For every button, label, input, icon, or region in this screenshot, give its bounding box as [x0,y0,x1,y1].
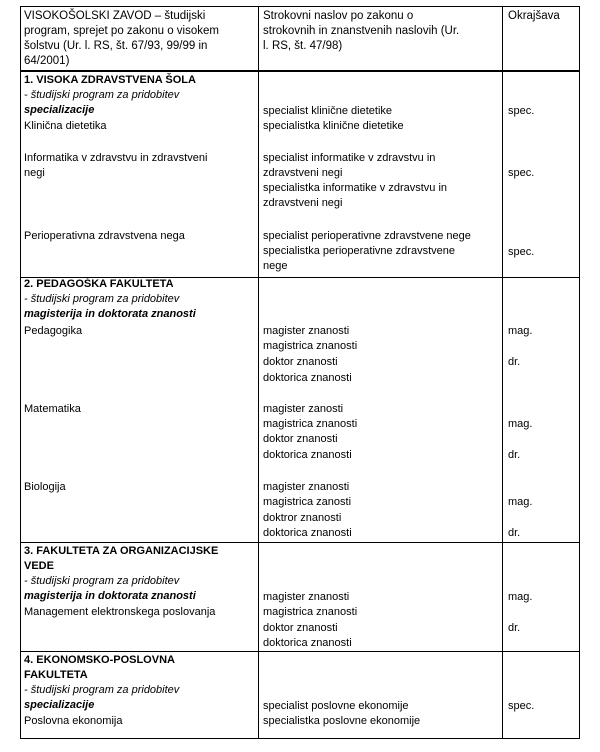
program-goal: magisterija in doktorata znanosti [24,590,196,602]
header-separator [20,70,580,72]
program-name: Pedagogika [24,325,83,337]
header-line: VISOKOŠOLSKI ZAVOD – študijski [24,10,206,22]
row-separator-4 [20,651,580,652]
section-title: VEDE [24,560,54,572]
program-goal: specializacije [24,104,95,116]
title-entry: doktor znanosti [263,622,338,634]
section-title: 1. VISOKA ZDRAVSTVENA ŠOLA [24,74,196,86]
title-entry: magistrica znanosti [263,606,358,618]
abbreviation: spec. [508,105,535,117]
program-name: Management elektronskega poslovanja [24,606,216,618]
section-title: 4. EKONOMSKO-POSLOVNA [24,654,175,666]
column-divider-2 [502,6,503,739]
title-entry: doktorica znanosti [263,372,352,384]
title-entry: specialistka informatike v zdravstvu in [263,182,448,194]
header-line: 64/2001) [24,55,70,67]
row-separator-3 [20,542,580,543]
abbreviation: dr. [508,622,521,634]
section-title: 2. PEDAGOŠKA FAKULTETA [24,278,174,290]
header-line: Strokovni naslov po zakonu o [263,10,414,22]
program-name: negi [24,167,45,179]
title-entry: specialistka perioperativne zdravstvene [263,245,455,257]
title-entry: specialistka klinične dietetike [263,120,404,132]
table-border-left [20,6,21,739]
program-goal: magisterija in doktorata znanosti [24,308,196,320]
program-name: Informatika v zdravstvu in zdravstveni [24,152,208,164]
title-entry: zdravstveni negi [263,167,343,179]
abbreviation: spec. [508,246,535,258]
header-line: program, sprejet po zakonu o visokem [24,25,219,37]
program-name: Poslovna ekonomija [24,715,123,727]
title-entry: specialist informatike v zdravstvu in [263,152,436,164]
title-entry: magister znanosti [263,591,350,603]
program-type: - študijski program za pridobitev [24,293,180,305]
column-divider-1 [258,6,259,739]
abbreviation: spec. [508,167,535,179]
program-name: Klinična dietetika [24,120,107,132]
header-line: šolstvu (Ur. l. RS, št. 67/93, 99/99 in [24,40,208,52]
section-title: FAKULTETA [24,669,88,681]
title-entry: doktorica znanosti [263,637,352,649]
program-type: - študijski program za pridobitev [24,684,180,696]
title-entry: specialist poslovne ekonomije [263,700,409,712]
abbreviation: dr. [508,356,521,368]
header-line: l. RS, št. 47/98) [263,40,343,52]
program-type: - študijski program za pridobitev [24,575,180,587]
table-border-bottom [20,738,580,739]
title-entry: doktor znanosti [263,433,338,445]
title-entry: magistrica znanosti [263,418,358,430]
title-entry: magister znanosti [263,325,350,337]
abbreviation: spec. [508,700,535,712]
abbreviation: mag. [508,591,533,603]
program-type: - študijski program za pridobitev [24,89,180,101]
title-entry: specialist klinične dietetike [263,105,393,117]
title-entry: zdravstveni negi [263,197,343,209]
table-border-right [579,6,580,739]
abbreviation: mag. [508,496,533,508]
table-border-top [20,6,580,7]
title-entry: doktor znanosti [263,356,338,368]
program-name: Perioperativna zdravstvena nega [24,230,185,242]
title-entry: specialist perioperativne zdravstvene nege [263,230,471,242]
program-name: Biologija [24,481,66,493]
abbreviation: mag. [508,418,533,430]
title-entry: doktorica znanosti [263,449,352,461]
header-cell-abbreviation: Okrajšava [508,10,560,22]
title-entry: magistrica znanosti [263,340,358,352]
program-name: Matematika [24,403,81,415]
title-entry: nege [263,260,288,272]
program-goal: specializacije [24,699,95,711]
title-entry: magister zanosti [263,403,344,415]
section-title: 3. FAKULTETA ZA ORGANIZACIJSKE [24,545,219,557]
abbreviation: dr. [508,527,521,539]
title-entry: specialistka poslovne ekonomije [263,715,421,727]
title-entry: magister znanosti [263,481,350,493]
title-entry: doktorica znanosti [263,527,352,539]
abbreviation: dr. [508,449,521,461]
title-entry: magistrica zanosti [263,496,352,508]
title-entry: doktror znanosti [263,512,342,524]
abbreviation: mag. [508,325,533,337]
header-line: strokovnih in znanstvenih naslovih (Ur. [263,25,460,37]
